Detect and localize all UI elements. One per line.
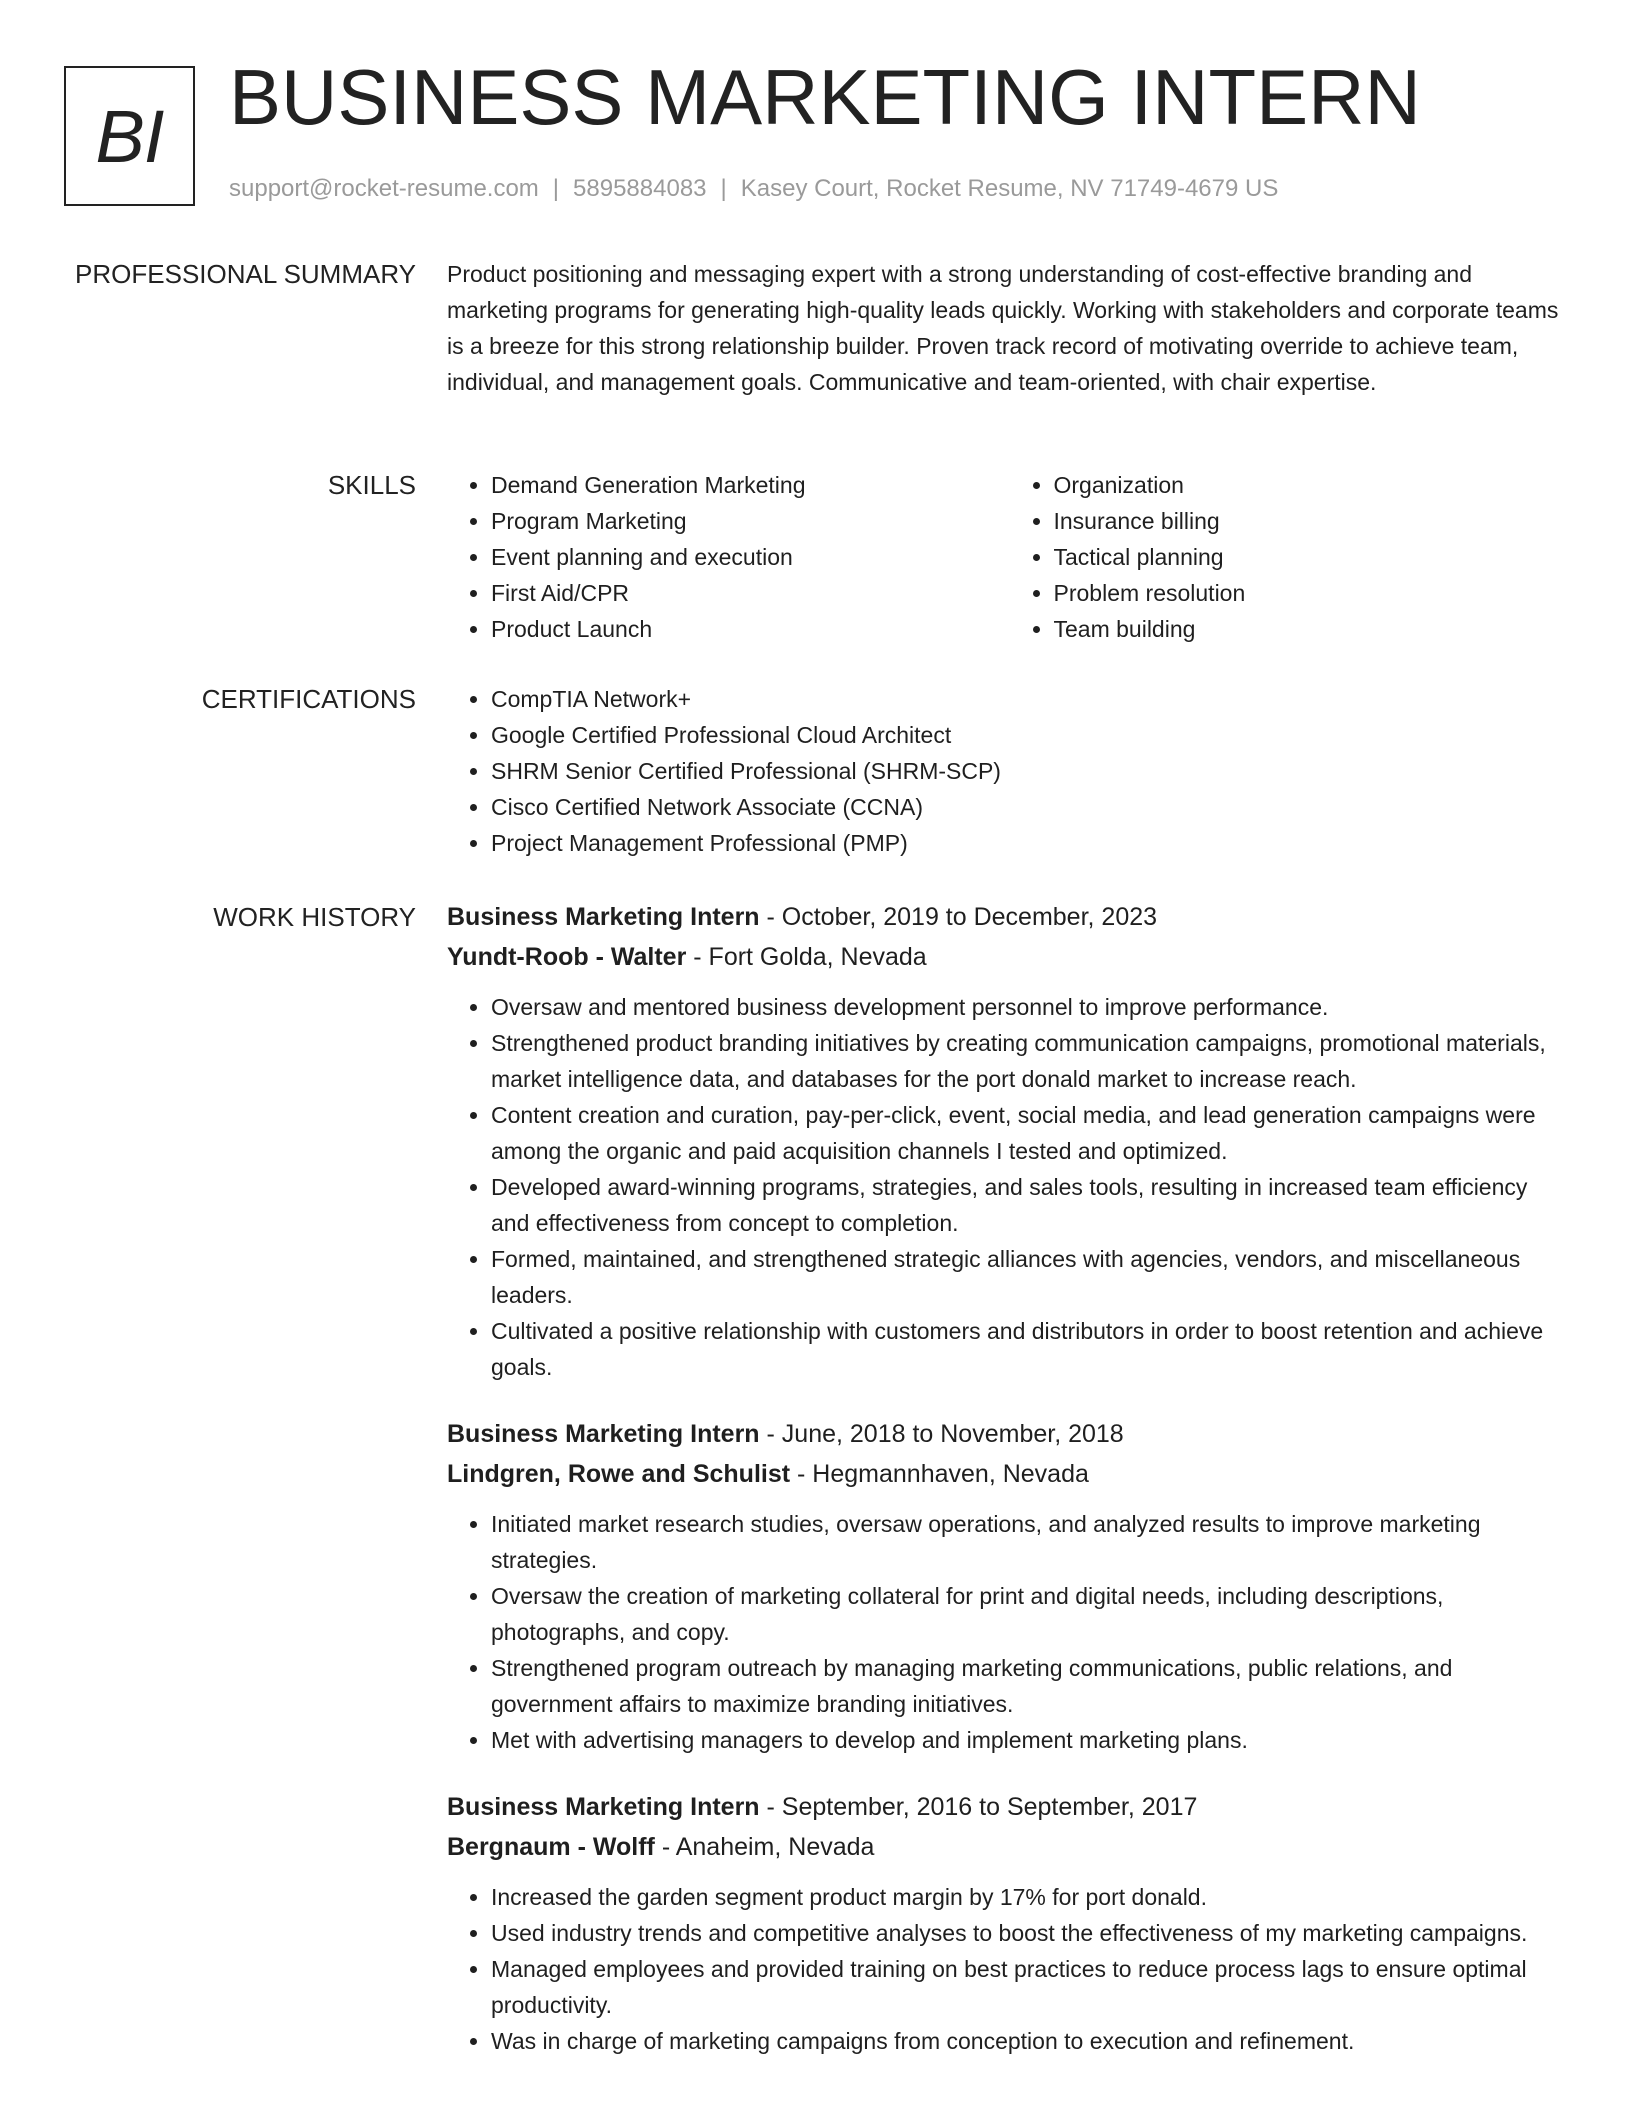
job-bullets (447, 1506, 1572, 1758)
skill-item: • Event planning and execution (491, 539, 1010, 575)
section-label-work-history: WORK HISTORY (213, 902, 416, 932)
contact-separator: | (552, 175, 560, 202)
certification-item: • Cisco Certified Network Associate (CCNA) (491, 789, 1572, 825)
job-title: Business Marketing Intern (447, 903, 760, 931)
job-title-line (447, 1414, 1572, 1454)
job-bullet: • Met with advertising managers to develop and implement marketing plans. (491, 1722, 1572, 1758)
job-bullets (447, 989, 1572, 1385)
job-bullet: • Oversaw the creation of marketing collateral for print and digital needs, including descriptions, photographs, and copy. (491, 1578, 1572, 1650)
job-dates: - June, 2018 to November, 2018 (759, 1420, 1124, 1448)
job-dates: - September, 2016 to September, 2017 (759, 1793, 1198, 1821)
certification-item: • SHRM Senior Certified Professional (SHRM-SCP) (491, 753, 1572, 789)
skill-item: • Organization (1054, 467, 1573, 503)
skill-item: • Tactical planning (1054, 539, 1573, 575)
skills-column-2 (1010, 467, 1573, 647)
certifications-list-wrap (447, 681, 1572, 861)
job-bullet: • Initiated market research studies, oversaw operations, and analyzed results to improve marketing strategies. (491, 1506, 1572, 1578)
job-bullet: • Cultivated a positive relationship with customers and distributors in order to boost retention and achieve goals. (491, 1313, 1572, 1385)
summary-text: Product positioning and messaging expert with a strong understanding of cost-effective branding and marketing programs for generating high-quality leads quickly. Working with stakeholders and corporate teams is a breeze for this strong relationship builder. Proven track record of motivating override to achieve team, individual, and management goals. Communicative and team-oriented, with chair expertise. (447, 261, 1559, 395)
resume-title: BUSINESS MARKETING INTERN (229, 53, 1421, 141)
section-label-summary: PROFESSIONAL SUMMARY (75, 259, 416, 289)
contact-line (229, 175, 1278, 203)
job-company: Lindgren, Rowe and Schulist (447, 1460, 791, 1488)
job-company-line (447, 1827, 1572, 1867)
job-title: Business Marketing Intern (447, 1793, 760, 1821)
job-entry (447, 1414, 1572, 1758)
job-dates: - October, 2019 to December, 2023 (759, 903, 1158, 931)
skill-item: • Problem resolution (1054, 575, 1573, 611)
job-bullets (447, 1879, 1572, 2059)
skill-item: • Team building (1054, 611, 1573, 647)
job-entry (447, 1787, 1572, 2059)
job-title-line (447, 1787, 1572, 1827)
job-bullet: • Was in charge of marketing campaigns from conception to execution and refinement. (491, 2023, 1572, 2059)
job-title: Business Marketing Intern (447, 1420, 760, 1448)
job-bullet: • Strengthened product branding initiatives by creating communication campaigns, promotional materials, market intelligence data, and databases for the port donald market to increase reach. (491, 1025, 1572, 1097)
job-bullet: • Used industry trends and competitive analyses to boost the effectiveness of my marketing campaigns. (491, 1915, 1572, 1951)
certifications-list (447, 681, 1572, 861)
certification-item: • CompTIA Network+ (491, 681, 1572, 717)
work-history-body (447, 897, 1572, 2088)
skill-item: • Product Launch (491, 611, 1010, 647)
skill-item: • Demand Generation Marketing (491, 467, 1010, 503)
job-location: - Fort Golda, Nevada (686, 943, 927, 971)
contact-separator: | (720, 175, 727, 202)
job-company-line (447, 937, 1572, 977)
job-location: - Anaheim, Nevada (654, 1833, 875, 1861)
certification-item: • Google Certified Professional Cloud Architect (491, 717, 1572, 753)
job-bullet: • Increased the garden segment product margin by 17% for port donald. (491, 1879, 1572, 1915)
certification-item: • Project Management Professional (PMP) (491, 825, 1572, 861)
job-company: Yundt-Roob - Walter (447, 943, 687, 971)
section-label-skills: SKILLS (327, 470, 416, 500)
contact-address: Kasey Court, Rocket Resume, NV 71749-4679 US (740, 175, 1279, 202)
monogram-logo: BI (64, 66, 195, 206)
skills-column-1 (447, 467, 1010, 647)
contact-phone: 5895884083 (573, 175, 707, 202)
job-bullet: • Oversaw and mentored business development personnel to improve performance. (491, 989, 1572, 1025)
job-entry (447, 897, 1572, 1385)
skill-item: • Program Marketing (491, 503, 1010, 539)
job-bullet: • Developed award-winning programs, strategies, and sales tools, resulting in increased team efficiency and effectiveness from concept to completion. (491, 1169, 1572, 1241)
skill-item: • First Aid/CPR (491, 575, 1010, 611)
job-location: - Hegmannhaven, Nevada (790, 1460, 1089, 1488)
job-company: Bergnaum - Wolff (447, 1833, 655, 1861)
skills-columns (447, 467, 1572, 647)
job-bullet: • Strengthened program outreach by managing marketing communications, public relations, and government affairs to maximize branding initiatives. (491, 1650, 1572, 1722)
contact-email: support@rocket-resume.com (229, 175, 539, 202)
job-company-line (447, 1454, 1572, 1494)
job-bullet: • Content creation and curation, pay-per-click, event, social media, and lead generation campaigns were among the organic and paid acquisition channels I tested and optimized. (491, 1097, 1572, 1169)
job-bullet: • Managed employees and provided training on best practices to reduce process lags to ensure optimal productivity. (491, 1951, 1572, 2023)
section-label-certifications: CERTIFICATIONS (201, 684, 416, 714)
job-bullet: • Formed, maintained, and strengthened strategic alliances with agencies, vendors, and miscellaneous leaders. (491, 1241, 1572, 1313)
job-title-line (447, 897, 1572, 937)
skill-item: • Insurance billing (1054, 503, 1573, 539)
